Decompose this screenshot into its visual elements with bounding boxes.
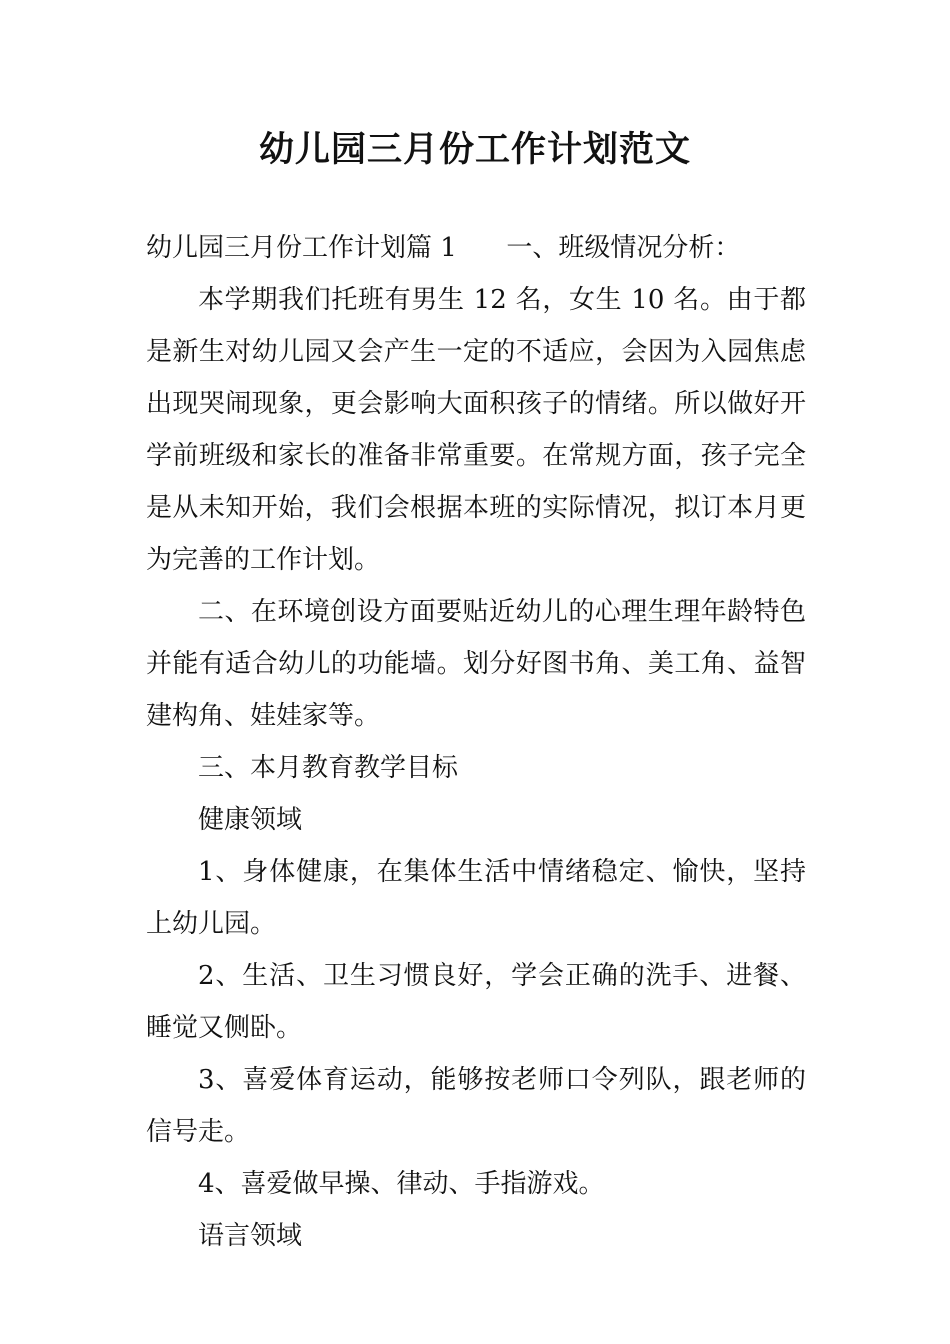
list-item-health-1: 1、身体健康，在集体生活中情绪稳定、愉快，坚持上幼儿园。 — [146, 857, 806, 939]
subheading-language: 语言领域 — [198, 1221, 303, 1251]
document-body — [146, 222, 806, 1262]
article-heading: 幼儿园三月份工作计划篇 1 — [146, 233, 457, 263]
list-item-health-4: 4、喜爱做早操、律动、手指游戏。 — [198, 1169, 605, 1199]
subheading-health: 健康领域 — [198, 805, 303, 835]
list-item-health-2: 2、生活、卫生习惯良好，学会正确的洗手、进餐、睡觉又侧卧。 — [146, 961, 806, 1043]
paragraph-environment: 二、在环境创设方面要贴近幼儿的心理生理年龄特色并能有适合幼儿的功能墙。划分好图书角、美工角、益智建构角、娃娃家等。 — [146, 597, 806, 731]
list-item-health-3: 3、喜爱体育运动，能够按老师口令列队，跟老师的信号走。 — [146, 1065, 806, 1147]
intro-line — [146, 222, 806, 274]
section-heading-class-analysis: 一、班级情况分析： — [506, 233, 741, 263]
document-title: 幼儿园三月份工作计划范文 — [258, 130, 691, 170]
section-heading-teaching-goals: 三、本月教育教学目标 — [198, 753, 459, 783]
paragraph-class-situation: 本学期我们托班有男生 12 名，女生 10 名。由于都是新生对幼儿园又会产生一定的不适应，会因为入园焦虑出现哭闹现象，更会影响大面积孩子的情绪。所以做好开学前班级和家长的准备非常重要。在常规方面，孩子完全是从未知开始，我们会根据本班的实际情况，拟订本月更为完善的工作计划。 — [146, 285, 806, 575]
